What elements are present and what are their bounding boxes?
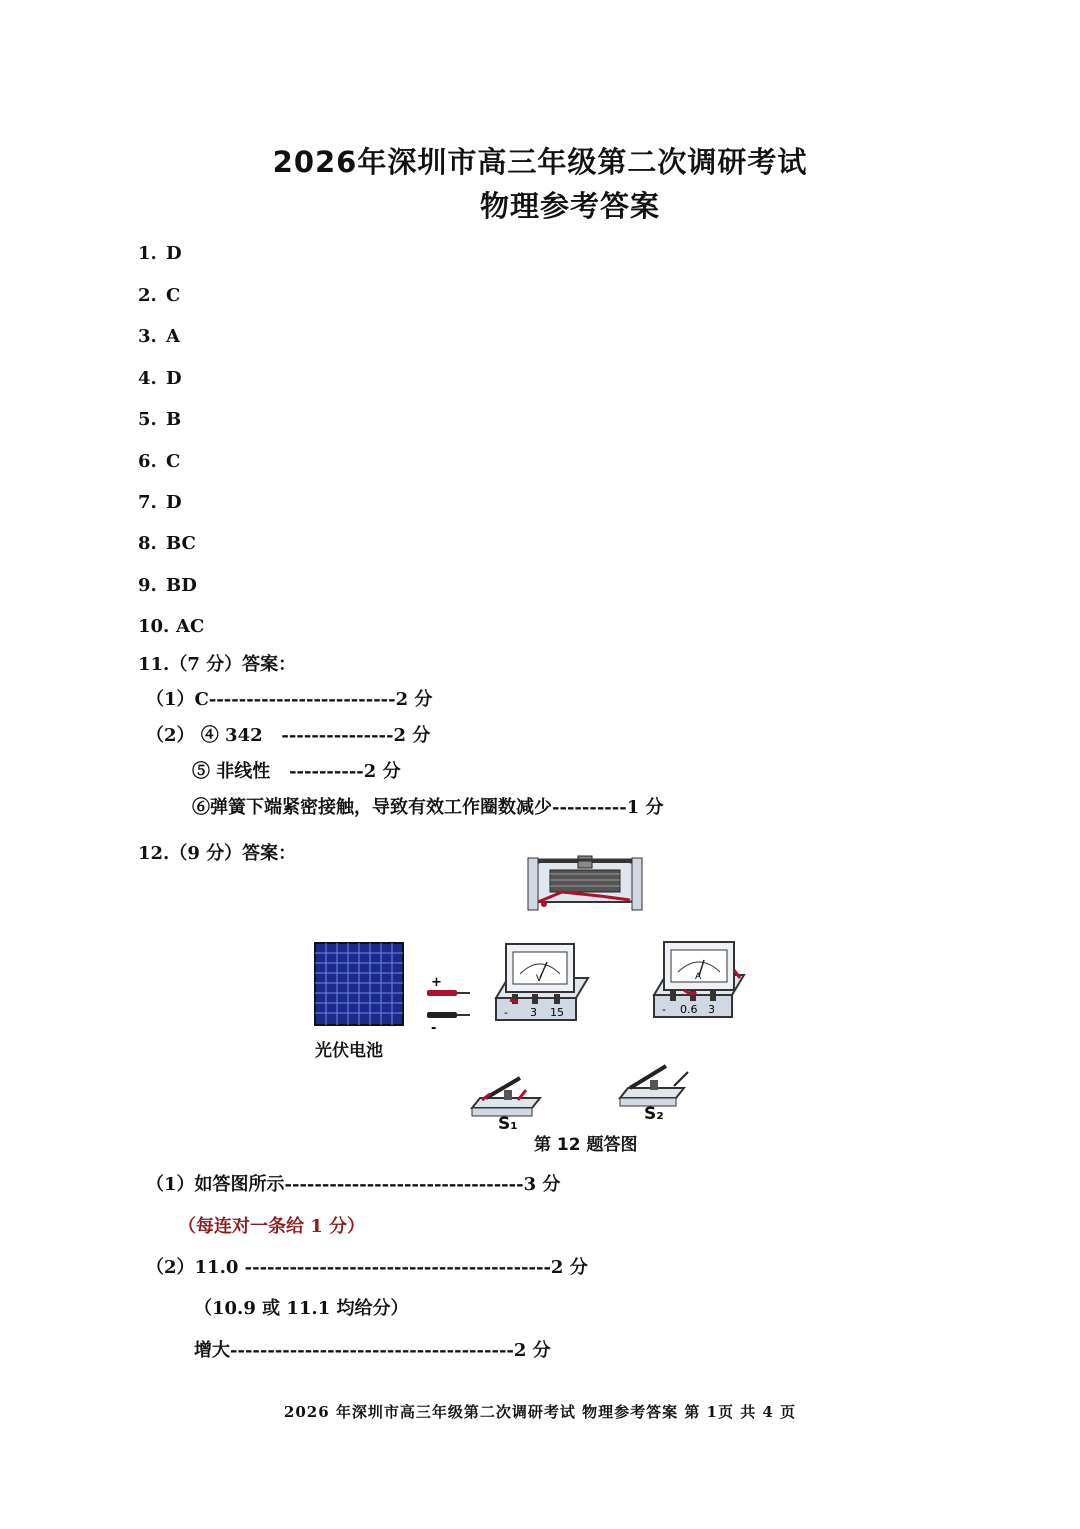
q12-note-2: （10.9 或 11.1 均给分） [194,1298,409,1319]
answer-item: 2. C [138,285,181,306]
voltmeter-terminal-15: 15 [550,1006,564,1019]
circuit-diagram [300,850,760,1160]
q11-answer-3: ⑤ 非线性 ----------2 分 [192,761,401,782]
svg-text:V: V [536,974,543,984]
rheostat [528,856,642,910]
q11-answer-1: （1）C-------------------------2 分 [146,689,433,710]
voltmeter [496,944,588,1020]
q11-heading: 11.（7 分）答案： [138,654,297,675]
q12-answer-3: 增大--------------------------------------2 分 [194,1340,551,1361]
answer-item: 1. D [138,243,182,264]
switch-s2 [620,1066,688,1106]
switch-s1 [472,1078,540,1116]
solar-panel-label: 光伏电池 [315,1041,383,1061]
q11-answer-4: ⑥弹簧下端紧密接触，导致有效工作圈数减少----------1 分 [192,797,664,818]
voltmeter-terminal-neg: - [504,1006,508,1019]
q12-answer-1: （1）如答图所示--------------------------------3 分 [146,1174,561,1195]
solar-panel [315,943,403,1025]
page-title: 2026年深圳市高三年级第二次调研考试 [272,145,808,179]
circuit-figure [300,850,760,1160]
answer-item: 7. D [138,492,182,513]
ammeter-terminal-3: 3 [708,1003,715,1016]
q12-heading: 12.（9 分）答案： [138,843,297,864]
voltmeter-terminal-3: 3 [530,1006,537,1019]
q12-note-1: （每连对一条给 1 分） [178,1216,366,1237]
ammeter [654,942,744,1017]
s1-label: S₁ [498,1114,518,1134]
ammeter-terminal-neg: - [662,1003,666,1016]
page-subtitle: 物理参考答案 [479,189,660,223]
answer-item: 9. BD [138,575,197,596]
figure-caption: 第 12 题答图 [534,1135,638,1155]
answer-item: 5. B [138,409,182,430]
battery-minus-label: - [431,1021,437,1036]
answer-item: 8. BC [138,533,196,554]
page-footer: 2026 年深圳市高三年级第二次调研考试 物理参考答案 第 1页 共 4 页 [283,1403,797,1421]
q11-answer-2: （2） ④ 342 ---------------2 分 [146,725,431,746]
answer-item: 4. D [138,368,182,389]
answer-item: 10. AC [138,616,205,637]
answer-item: 6. C [138,451,181,472]
svg-text:A: A [695,972,702,982]
q12-answer-2: （2）11.0 -----------------------------------------2 分 [146,1257,588,1278]
battery-plus-label: + [431,975,442,990]
red-lead [427,990,457,996]
black-lead [427,1012,457,1018]
ammeter-terminal-06: 0.6 [680,1003,698,1016]
s2-label: S₂ [644,1104,664,1124]
answer-item: 3. A [138,326,180,347]
